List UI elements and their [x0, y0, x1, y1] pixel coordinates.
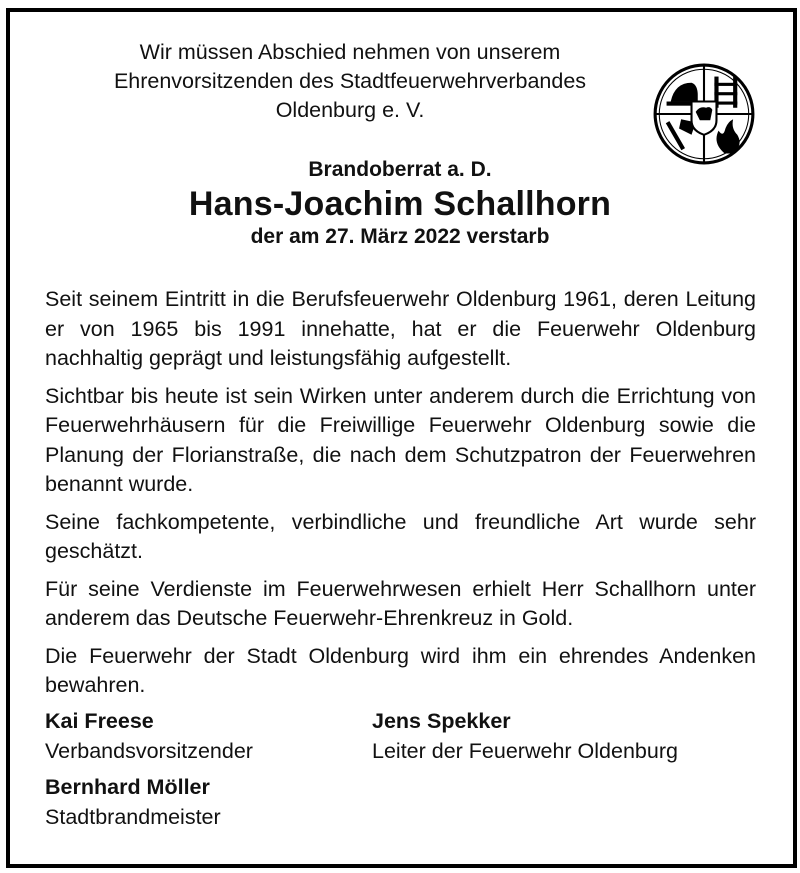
deceased-block [60, 156, 740, 250]
signer-role: Stadtbrandmeister [45, 805, 221, 829]
signer [45, 772, 221, 832]
paragraph: Sichtbar bis heute ist sein Wirken unter anderem durch die Errichtung von Feuerwehrhäusern für die Freiwillige Feuerwehr Oldenburg sowie die Planung der Florianstraße, die nach dem Schutzpatron der Feuerwehren benannt wurde. [45, 383, 756, 496]
paragraph: Für seine Verdienste im Feuerwehrwesen erhielt Herr Schallhorn unter anderem das Deutsche Feuerwehr-Ehrenkreuz in Gold. [45, 576, 756, 630]
signer [372, 706, 678, 766]
deceased-rank: Brandoberrat a. D. [308, 158, 492, 181]
signer-name: Kai Freese [45, 709, 154, 733]
fire-brigade-emblem-icon [652, 62, 756, 166]
signer-name: Jens Spekker [372, 709, 511, 733]
signer [45, 706, 253, 766]
signer-role: Verbandsvorsitzender [45, 739, 253, 763]
obituary-body [45, 285, 756, 709]
header-line-3: Oldenburg e. V. [275, 98, 425, 122]
header-line-1: Wir müssen Abschied nehmen von unserem [139, 40, 561, 64]
paragraph: Die Feuerwehr der Stadt Oldenburg wird ihm ein ehrendes Andenken bewahren. [45, 643, 756, 697]
paragraph: Seine fachkompetente, verbindliche und freundliche Art wurde sehr geschätzt. [45, 509, 756, 563]
death-date-line: der am 27. März 2022 verstarb [250, 225, 550, 248]
header-line-2: Ehrenvorsitzenden des Stadtfeuerwehrverbandes [113, 69, 587, 93]
deceased-name: Hans-Joachim Schallhorn [188, 185, 612, 223]
signer-name: Bernhard Möller [45, 775, 210, 799]
signer-role: Leiter der Feuerwehr Oldenburg [372, 739, 678, 763]
header-text [60, 38, 640, 125]
paragraph: Seit seinem Eintritt in die Berufsfeuerwehr Oldenburg 1961, deren Leitung er von 1965 bis 1991 innehatte, hat er die Feuerwehr Oldenburg nachhaltig geprägt und leistungsfähig aufgestellt. [45, 287, 756, 370]
